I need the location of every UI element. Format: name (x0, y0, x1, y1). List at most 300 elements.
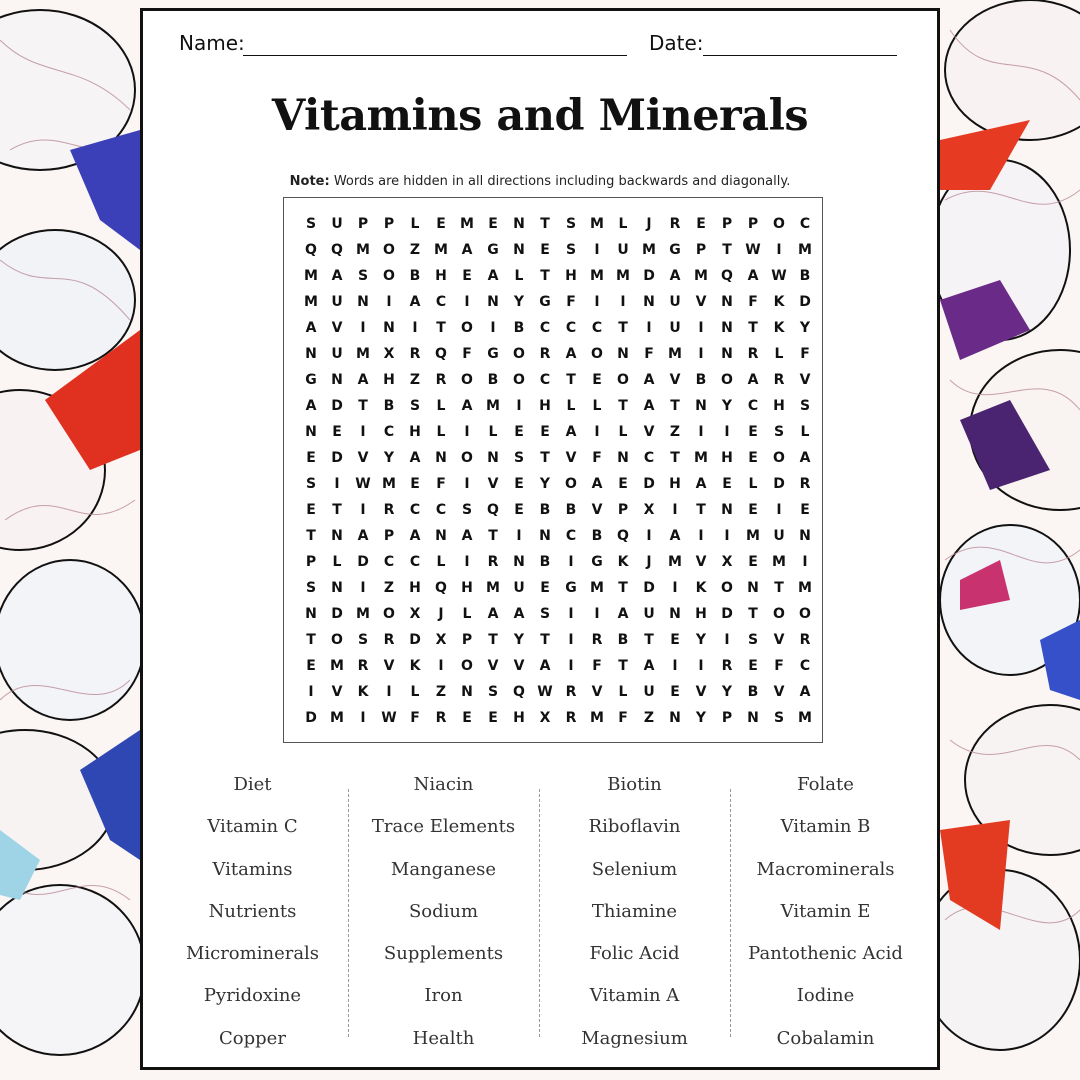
grid-cell[interactable]: A (305, 398, 317, 414)
grid-cell[interactable]: O (461, 450, 473, 466)
grid-cell[interactable]: V (669, 372, 681, 388)
grid-cell[interactable]: N (721, 502, 733, 518)
grid-cell[interactable]: M (694, 268, 708, 284)
grid-cell[interactable]: B (513, 320, 525, 336)
grid-cell[interactable]: I (698, 346, 704, 362)
grid-cell[interactable]: A (513, 606, 525, 622)
grid-cell[interactable]: T (488, 632, 498, 648)
grid-cell[interactable]: Z (435, 684, 447, 700)
grid-cell[interactable]: N (721, 294, 733, 310)
grid-cell[interactable]: I (516, 398, 522, 414)
grid-cell[interactable]: E (748, 502, 758, 518)
grid-cell[interactable]: Q (721, 268, 733, 284)
grid-cell[interactable]: I (360, 320, 366, 336)
grid-cell[interactable]: D (643, 268, 655, 284)
grid-cell[interactable]: S (305, 476, 317, 492)
grid-cell[interactable]: D (799, 294, 811, 310)
grid-cell[interactable]: R (383, 502, 395, 518)
grid-cell[interactable]: P (695, 242, 707, 258)
grid-cell[interactable]: X (409, 606, 421, 622)
grid-cell[interactable]: N (669, 710, 681, 726)
grid-cell[interactable]: E (748, 554, 758, 570)
grid-cell[interactable]: A (487, 606, 499, 622)
grid-cell[interactable]: F (410, 710, 420, 726)
grid-cell[interactable]: N (721, 320, 733, 336)
grid-cell[interactable]: M (616, 268, 630, 284)
grid-cell[interactable]: A (643, 398, 655, 414)
grid-cell[interactable]: E (670, 684, 680, 700)
grid-cell[interactable]: A (357, 372, 369, 388)
grid-cell[interactable]: O (383, 242, 395, 258)
grid-cell[interactable]: M (642, 242, 656, 258)
grid-cell[interactable]: I (386, 294, 392, 310)
grid-cell[interactable]: A (357, 528, 369, 544)
grid-cell[interactable]: L (748, 476, 758, 492)
grid-cell[interactable]: S (357, 268, 369, 284)
grid-cell[interactable]: C (799, 216, 811, 232)
grid-cell[interactable]: E (514, 476, 524, 492)
grid-cell[interactable]: N (383, 320, 395, 336)
grid-cell[interactable]: I (464, 476, 470, 492)
grid-cell[interactable]: B (539, 554, 551, 570)
grid-cell[interactable]: I (698, 424, 704, 440)
grid-cell[interactable]: M (668, 346, 682, 362)
grid-cell[interactable]: V (487, 658, 499, 674)
grid-cell[interactable]: L (592, 398, 602, 414)
grid-cell[interactable]: S (799, 398, 811, 414)
grid-cell[interactable]: S (773, 710, 785, 726)
grid-cell[interactable]: O (383, 606, 395, 622)
grid-cell[interactable]: L (410, 684, 420, 700)
grid-cell[interactable]: I (386, 684, 392, 700)
grid-cell[interactable]: T (332, 502, 342, 518)
grid-cell[interactable]: G (305, 372, 317, 388)
grid-cell[interactable]: F (644, 346, 654, 362)
grid-cell[interactable]: E (488, 710, 498, 726)
grid-cell[interactable]: A (669, 268, 681, 284)
grid-cell[interactable]: N (669, 606, 681, 622)
grid-cell[interactable]: F (592, 450, 602, 466)
grid-cell[interactable]: R (721, 658, 733, 674)
grid-cell[interactable]: S (305, 580, 317, 596)
grid-cell[interactable]: L (332, 554, 342, 570)
grid-cell[interactable]: M (746, 528, 760, 544)
grid-cell[interactable]: L (462, 606, 472, 622)
grid-cell[interactable]: I (568, 632, 574, 648)
grid-cell[interactable]: S (409, 398, 421, 414)
grid-cell[interactable]: L (618, 684, 628, 700)
grid-cell[interactable]: R (435, 372, 447, 388)
grid-cell[interactable]: S (773, 424, 785, 440)
grid-cell[interactable]: Y (721, 398, 733, 414)
grid-cell[interactable]: F (436, 476, 446, 492)
grid-cell[interactable]: U (331, 346, 343, 362)
grid-cell[interactable]: T (540, 216, 550, 232)
grid-cell[interactable]: J (646, 554, 652, 570)
grid-cell[interactable]: K (409, 658, 421, 674)
grid-cell[interactable]: L (800, 424, 810, 440)
grid-cell[interactable]: I (620, 294, 626, 310)
grid-cell[interactable]: I (568, 554, 574, 570)
grid-cell[interactable]: N (331, 580, 343, 596)
grid-cell[interactable]: M (590, 710, 604, 726)
grid-cell[interactable]: I (360, 580, 366, 596)
grid-cell[interactable]: R (487, 554, 499, 570)
grid-cell[interactable]: B (409, 268, 421, 284)
grid-cell[interactable]: M (694, 450, 708, 466)
grid-cell[interactable]: S (357, 632, 369, 648)
grid-cell[interactable]: N (435, 528, 447, 544)
grid-cell[interactable]: G (669, 242, 681, 258)
grid-cell[interactable]: P (617, 502, 629, 518)
grid-cell[interactable]: T (774, 580, 784, 596)
grid-cell[interactable]: J (438, 606, 444, 622)
grid-cell[interactable]: E (800, 502, 810, 518)
grid-cell[interactable]: M (356, 242, 370, 258)
grid-cell[interactable]: O (565, 476, 577, 492)
grid-cell[interactable]: T (540, 632, 550, 648)
grid-cell[interactable]: N (513, 242, 525, 258)
grid-cell[interactable]: V (591, 502, 603, 518)
grid-cell[interactable]: V (695, 554, 707, 570)
grid-cell[interactable]: Y (721, 684, 733, 700)
grid-cell[interactable]: V (695, 684, 707, 700)
grid-cell[interactable]: M (382, 476, 396, 492)
grid-cell[interactable]: M (330, 710, 344, 726)
grid-cell[interactable]: V (773, 632, 785, 648)
grid-cell[interactable]: E (462, 268, 472, 284)
grid-cell[interactable]: A (331, 268, 343, 284)
grid-cell[interactable]: A (409, 294, 421, 310)
grid-cell[interactable]: N (357, 294, 369, 310)
grid-cell[interactable]: T (306, 632, 316, 648)
grid-cell[interactable]: E (306, 450, 316, 466)
grid-cell[interactable]: D (643, 580, 655, 596)
grid-cell[interactable]: I (594, 294, 600, 310)
grid-cell[interactable]: A (409, 528, 421, 544)
grid-cell[interactable]: F (800, 346, 810, 362)
grid-cell[interactable]: I (360, 502, 366, 518)
grid-cell[interactable]: A (565, 346, 577, 362)
grid-cell[interactable]: N (695, 398, 707, 414)
grid-cell[interactable]: R (565, 684, 577, 700)
grid-cell[interactable]: M (356, 606, 370, 622)
grid-cell[interactable]: V (695, 294, 707, 310)
grid-cell[interactable]: I (360, 424, 366, 440)
grid-cell[interactable]: H (721, 450, 733, 466)
grid-cell[interactable]: T (748, 606, 758, 622)
grid-cell[interactable]: E (540, 424, 550, 440)
grid-cell[interactable]: B (565, 502, 577, 518)
grid-cell[interactable]: N (461, 684, 473, 700)
grid-cell[interactable]: K (773, 294, 785, 310)
grid-cell[interactable]: G (539, 294, 551, 310)
grid-cell[interactable]: V (773, 684, 785, 700)
grid-cell[interactable]: C (747, 398, 759, 414)
grid-cell[interactable]: C (409, 502, 421, 518)
grid-cell[interactable]: V (331, 320, 343, 336)
grid-cell[interactable]: C (383, 424, 395, 440)
grid-cell[interactable]: Q (435, 346, 447, 362)
grid-cell[interactable]: M (330, 658, 344, 674)
grid-cell[interactable]: M (590, 216, 604, 232)
grid-cell[interactable]: L (436, 424, 446, 440)
grid-cell[interactable]: A (747, 372, 759, 388)
grid-cell[interactable]: N (747, 710, 759, 726)
grid-cell[interactable]: H (383, 372, 395, 388)
grid-cell[interactable]: V (799, 372, 811, 388)
grid-cell[interactable]: H (513, 710, 525, 726)
grid-cell[interactable]: W (355, 476, 371, 492)
grid-cell[interactable]: H (695, 606, 707, 622)
grid-cell[interactable]: E (514, 424, 524, 440)
grid-cell[interactable]: V (383, 658, 395, 674)
grid-cell[interactable]: Q (331, 242, 343, 258)
grid-cell[interactable]: N (487, 294, 499, 310)
grid-cell[interactable]: N (435, 450, 447, 466)
grid-cell[interactable]: N (643, 294, 655, 310)
grid-cell[interactable]: R (773, 372, 785, 388)
grid-cell[interactable]: V (643, 424, 655, 440)
grid-cell[interactable]: H (461, 580, 473, 596)
grid-cell[interactable]: A (487, 268, 499, 284)
grid-cell[interactable]: P (357, 216, 369, 232)
grid-cell[interactable]: H (565, 268, 577, 284)
grid-cell[interactable]: A (591, 476, 603, 492)
grid-cell[interactable]: O (721, 372, 733, 388)
grid-cell[interactable]: B (747, 684, 759, 700)
grid-cell[interactable]: F (566, 294, 576, 310)
grid-cell[interactable]: U (513, 580, 525, 596)
grid-cell[interactable]: T (540, 268, 550, 284)
grid-cell[interactable]: O (799, 606, 811, 622)
grid-cell[interactable]: S (565, 216, 577, 232)
grid-cell[interactable]: I (438, 658, 444, 674)
grid-cell[interactable]: L (514, 268, 524, 284)
grid-cell[interactable]: M (798, 710, 812, 726)
grid-cell[interactable]: O (513, 346, 525, 362)
grid-cell[interactable]: P (721, 710, 733, 726)
grid-cell[interactable]: R (435, 710, 447, 726)
grid-cell[interactable]: T (618, 580, 628, 596)
grid-cell[interactable]: I (698, 528, 704, 544)
grid-cell[interactable]: E (540, 242, 550, 258)
grid-cell[interactable]: D (409, 632, 421, 648)
grid-cell[interactable]: L (436, 554, 446, 570)
grid-cell[interactable]: D (331, 606, 343, 622)
grid-cell[interactable]: A (305, 320, 317, 336)
grid-cell[interactable]: P (721, 216, 733, 232)
grid-cell[interactable]: V (357, 450, 369, 466)
grid-cell[interactable]: O (461, 320, 473, 336)
grid-cell[interactable]: P (383, 216, 395, 232)
grid-cell[interactable]: A (461, 528, 473, 544)
grid-cell[interactable]: F (592, 658, 602, 674)
grid-cell[interactable]: F (748, 294, 758, 310)
grid-cell[interactable]: I (724, 424, 730, 440)
grid-cell[interactable]: T (566, 372, 576, 388)
grid-cell[interactable]: N (617, 450, 629, 466)
grid-cell[interactable]: E (696, 216, 706, 232)
grid-cell[interactable]: I (776, 502, 782, 518)
grid-cell[interactable]: C (799, 658, 811, 674)
grid-cell[interactable]: A (409, 450, 421, 466)
grid-cell[interactable]: I (490, 320, 496, 336)
grid-cell[interactable]: L (618, 424, 628, 440)
grid-cell[interactable]: M (304, 268, 318, 284)
grid-cell[interactable]: W (381, 710, 397, 726)
grid-cell[interactable]: D (643, 476, 655, 492)
grid-cell[interactable]: B (695, 372, 707, 388)
grid-cell[interactable]: L (774, 346, 784, 362)
grid-cell[interactable]: G (487, 346, 499, 362)
grid-cell[interactable]: U (643, 684, 655, 700)
grid-cell[interactable]: I (646, 320, 652, 336)
grid-cell[interactable]: X (643, 502, 655, 518)
grid-cell[interactable]: R (383, 632, 395, 648)
grid-cell[interactable]: I (672, 580, 678, 596)
grid-cell[interactable]: D (331, 398, 343, 414)
grid-cell[interactable]: E (618, 476, 628, 492)
grid-cell[interactable]: C (565, 528, 577, 544)
grid-cell[interactable]: Z (383, 580, 395, 596)
grid-cell[interactable]: B (383, 398, 395, 414)
grid-cell[interactable]: I (698, 658, 704, 674)
grid-cell[interactable]: T (488, 528, 498, 544)
grid-cell[interactable]: T (670, 450, 680, 466)
grid-cell[interactable]: I (698, 320, 704, 336)
grid-cell[interactable]: T (306, 528, 316, 544)
grid-cell[interactable]: I (334, 476, 340, 492)
grid-cell[interactable]: K (695, 580, 707, 596)
grid-cell[interactable]: Y (383, 450, 395, 466)
grid-cell[interactable]: I (724, 528, 730, 544)
grid-cell[interactable]: R (799, 476, 811, 492)
grid-cell[interactable]: A (799, 684, 811, 700)
grid-cell[interactable]: D (721, 606, 733, 622)
grid-cell[interactable]: C (539, 320, 551, 336)
grid-cell[interactable]: Q (305, 242, 317, 258)
grid-cell[interactable]: C (383, 554, 395, 570)
grid-cell[interactable]: M (668, 554, 682, 570)
grid-cell[interactable]: S (539, 606, 551, 622)
grid-cell[interactable]: A (617, 606, 629, 622)
grid-cell[interactable]: Z (409, 242, 421, 258)
grid-cell[interactable]: R (565, 710, 577, 726)
grid-cell[interactable]: S (513, 450, 525, 466)
grid-cell[interactable]: E (332, 424, 342, 440)
grid-cell[interactable]: A (643, 658, 655, 674)
grid-cell[interactable]: E (748, 424, 758, 440)
grid-cell[interactable]: O (591, 346, 603, 362)
grid-cell[interactable]: G (591, 554, 603, 570)
grid-cell[interactable]: O (383, 268, 395, 284)
grid-cell[interactable]: Y (695, 632, 707, 648)
grid-cell[interactable]: T (540, 450, 550, 466)
grid-cell[interactable]: U (773, 528, 785, 544)
grid-cell[interactable]: O (721, 580, 733, 596)
grid-cell[interactable]: R (357, 658, 369, 674)
grid-cell[interactable]: I (724, 632, 730, 648)
grid-cell[interactable]: C (565, 320, 577, 336)
grid-cell[interactable]: S (565, 242, 577, 258)
grid-cell[interactable]: A (643, 372, 655, 388)
grid-cell[interactable]: N (331, 372, 343, 388)
grid-cell[interactable]: W (745, 242, 761, 258)
grid-cell[interactable]: T (748, 320, 758, 336)
grid-cell[interactable]: M (460, 216, 474, 232)
grid-cell[interactable]: T (618, 398, 628, 414)
grid-cell[interactable]: D (305, 710, 317, 726)
grid-cell[interactable]: D (773, 476, 785, 492)
grid-cell[interactable]: F (462, 346, 472, 362)
grid-cell[interactable]: M (304, 294, 318, 310)
grid-cell[interactable]: I (672, 502, 678, 518)
grid-cell[interactable]: E (748, 450, 758, 466)
grid-cell[interactable]: N (487, 450, 499, 466)
grid-cell[interactable]: E (410, 476, 420, 492)
grid-cell[interactable]: Y (539, 476, 551, 492)
grid-cell[interactable]: I (464, 424, 470, 440)
grid-cell[interactable]: I (594, 242, 600, 258)
grid-cell[interactable]: V (487, 476, 499, 492)
grid-cell[interactable]: N (747, 580, 759, 596)
grid-cell[interactable]: P (747, 216, 759, 232)
grid-cell[interactable]: U (643, 606, 655, 622)
grid-cell[interactable]: Y (513, 294, 525, 310)
grid-cell[interactable]: R (669, 216, 681, 232)
grid-cell[interactable]: O (773, 450, 785, 466)
grid-cell[interactable]: Y (513, 632, 525, 648)
grid-cell[interactable]: I (776, 242, 782, 258)
grid-cell[interactable]: R (747, 346, 759, 362)
grid-cell[interactable]: I (464, 294, 470, 310)
grid-cell[interactable]: D (331, 450, 343, 466)
grid-cell[interactable]: S (461, 502, 473, 518)
grid-cell[interactable]: B (591, 528, 603, 544)
grid-cell[interactable]: C (539, 372, 551, 388)
grid-cell[interactable]: O (331, 632, 343, 648)
grid-cell[interactable]: H (539, 398, 551, 414)
grid-cell[interactable]: N (799, 528, 811, 544)
grid-cell[interactable]: Z (643, 710, 655, 726)
grid-cell[interactable]: D (357, 554, 369, 570)
grid-cell[interactable]: Y (695, 710, 707, 726)
grid-cell[interactable]: H (409, 580, 421, 596)
grid-cell[interactable]: I (594, 606, 600, 622)
grid-cell[interactable]: L (436, 398, 446, 414)
grid-cell[interactable]: M (590, 580, 604, 596)
grid-cell[interactable]: L (618, 216, 628, 232)
grid-cell[interactable]: C (409, 554, 421, 570)
grid-cell[interactable]: N (513, 216, 525, 232)
grid-cell[interactable]: U (617, 242, 629, 258)
grid-cell[interactable]: Q (487, 502, 499, 518)
grid-cell[interactable]: I (516, 528, 522, 544)
grid-cell[interactable]: X (721, 554, 733, 570)
grid-cell[interactable]: M (356, 346, 370, 362)
grid-cell[interactable]: N (539, 528, 551, 544)
grid-cell[interactable]: A (747, 268, 759, 284)
grid-cell[interactable]: A (669, 528, 681, 544)
grid-cell[interactable]: T (618, 320, 628, 336)
grid-cell[interactable]: E (306, 658, 316, 674)
grid-cell[interactable]: O (461, 372, 473, 388)
grid-cell[interactable]: B (487, 372, 499, 388)
grid-cell[interactable]: E (514, 502, 524, 518)
grid-cell[interactable]: K (773, 320, 785, 336)
grid-cell[interactable]: E (306, 502, 316, 518)
